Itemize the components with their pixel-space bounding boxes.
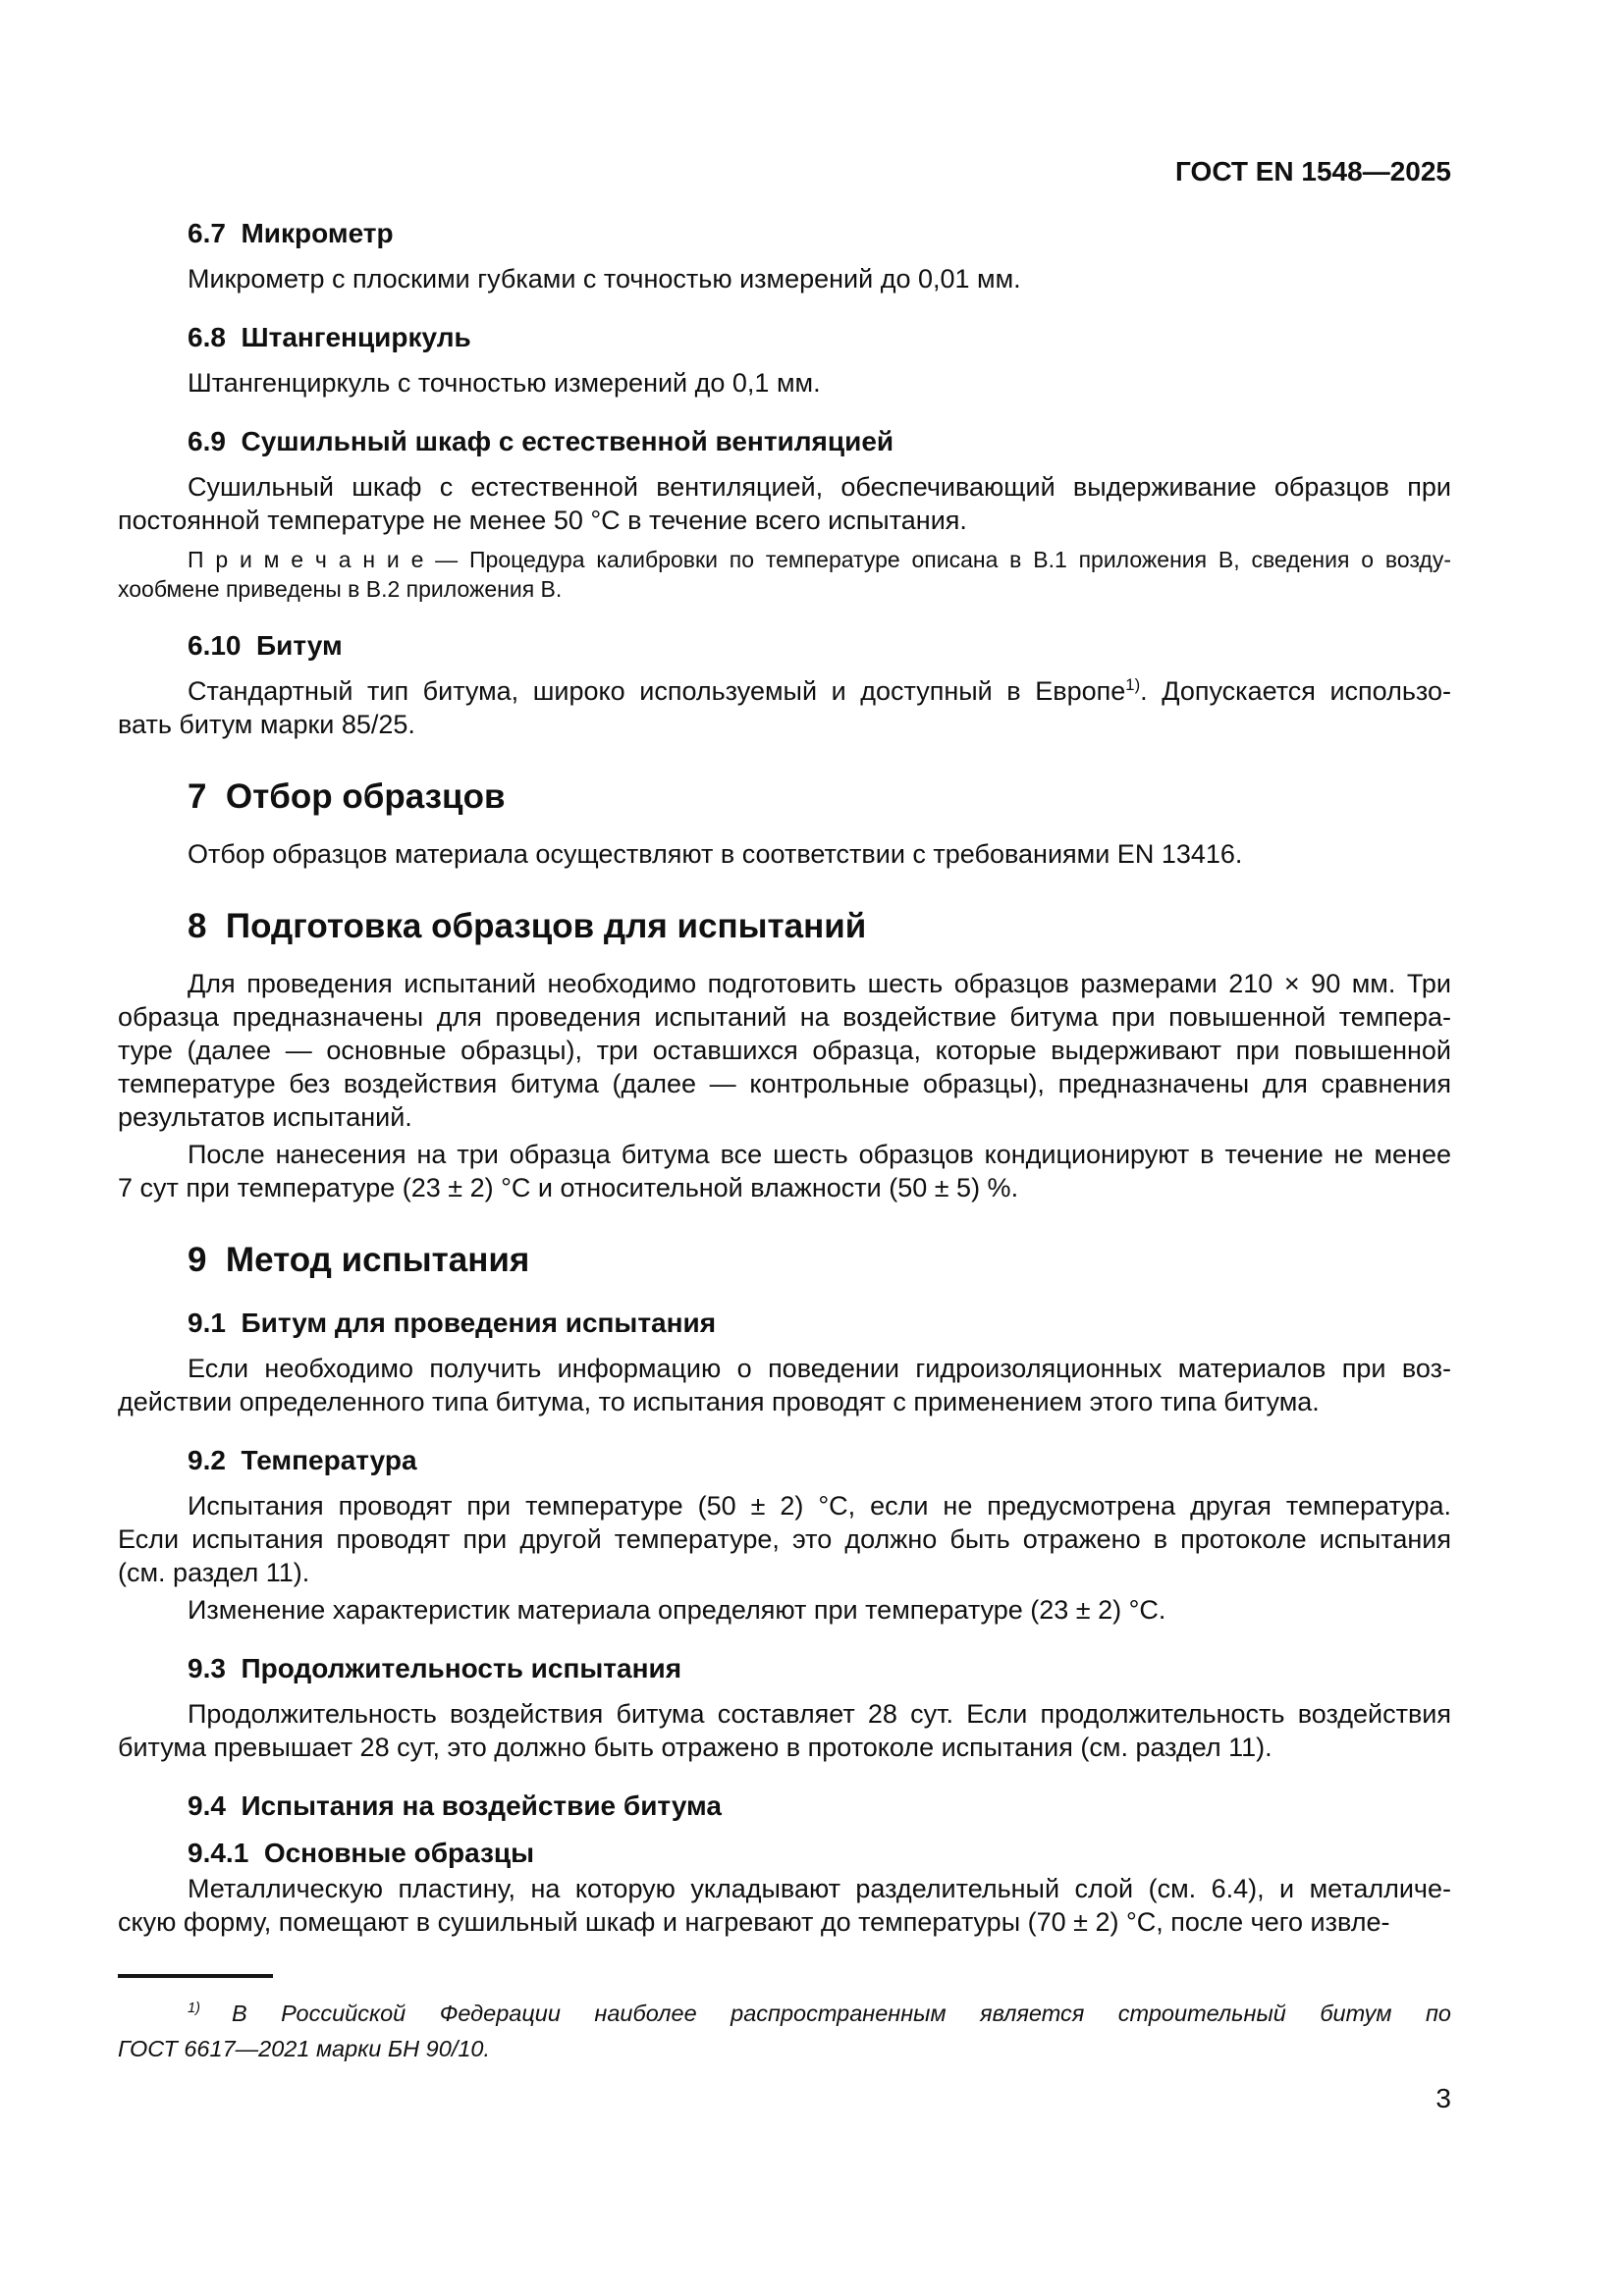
text-line: (см. раздел 11). (118, 1558, 310, 1587)
para-9-3 (118, 1697, 1451, 1764)
text-segment: В Российской Федерации наиболее распространенным является строительный битум по (231, 2001, 1452, 2026)
para-9-2-2 (118, 1593, 1451, 1627)
text-line: 7 сут при температуре (23 ± 2) °С и относительной влажности (50 ± 5) %. (118, 1173, 1019, 1202)
heading-8: 8 Подготовка образцов для испытаний (188, 907, 867, 945)
text-line: битума превышает 28 сут, это должно быть отражено в протоколе испытания (см. раздел 11). (118, 1733, 1272, 1762)
heading-9-2: 9.2 Температура (188, 1445, 417, 1475)
para-8-2 (118, 1138, 1451, 1204)
text-line: Сушильный шкаф с естественной вентиляцией, обеспечивающий выдерживание образцов при (188, 472, 1451, 502)
footnote-1 (118, 1996, 1451, 2066)
para-6-9 (118, 470, 1451, 537)
para-6-8 (118, 366, 1451, 400)
doc-code-header: ГОСТ EN 1548—2025 (1175, 156, 1451, 187)
text-line: хообмене приведены в В.2 приложения В. (118, 576, 563, 602)
text-line: результатов испытаний. (118, 1102, 412, 1132)
para-7 (118, 837, 1451, 871)
page-number: 3 (1435, 2083, 1451, 2113)
text-line: действии определенного типа битума, то испытания проводят с применением этого типа битума. (118, 1387, 1320, 1416)
para-6-7 (118, 262, 1451, 295)
text-line: ГОСТ 6617—2021 марки БН 90/10. (118, 2036, 491, 2061)
heading-6-8: 6.8 Штангенциркуль (188, 322, 471, 352)
text-line: Отбор образцов материала осуществляют в соответствии с требованиями EN 13416. (188, 839, 1243, 869)
text-line: образца предназначены для проведения испытаний на воздействие битума при повышенной темпера- (118, 1002, 1451, 1032)
text-line: Продолжительность воздействия битума составляет 28 сут. Если продолжительность воздействия (188, 1699, 1451, 1729)
text-line (118, 674, 1451, 708)
heading-9-4: 9.4 Испытания на воздействие битума (188, 1790, 722, 1821)
document-body (118, 217, 1451, 2066)
heading-9-4-1: 9.4.1 Основные образцы (188, 1838, 535, 1868)
text-line: После нанесения на три образца битума все шесть образцов кондиционируют в течение не менее (188, 1140, 1451, 1169)
text-line: Для проведения испытаний необходимо подготовить шесть образцов размерами 210 × 90 мм. Три (188, 969, 1451, 998)
text-line: П р и м е ч а н и е — Процедура калибровки по температуре описана в В.1 приложения В, сведения о возду- (188, 547, 1451, 572)
text-line: Если испытания проводят при другой температуре, это должно быть отражено в протоколе испытания (118, 1524, 1451, 1554)
para-9-2-1 (118, 1489, 1451, 1589)
text-line: Микрометр с плоскими губками с точностью измерений до 0,01 мм. (188, 264, 1021, 294)
text-line: Металлическую пластину, на которую укладывают разделительный слой (см. 6.4), и металличе- (188, 1874, 1451, 1903)
text-line: вать битум марки 85/25. (118, 710, 415, 739)
text-segment: Стандартный тип битума, широко используемый и доступный в Европе (188, 676, 1126, 706)
heading-6-10: 6.10 Битум (188, 630, 343, 661)
text-line: Штангенциркуль с точностью измерений до 0,1 мм. (188, 368, 821, 398)
text-segment: . Допускается использо- (1140, 676, 1451, 706)
text-line: туре (далее — основные образцы), три оставшихся образца, которые выдерживают при повышенной (118, 1036, 1451, 1065)
footnote-marker: 1) (188, 2001, 232, 2017)
text-line: постоянной температуре не менее 50 °С в течение всего испытания. (118, 506, 967, 535)
heading-9: 9 Метод испытания (188, 1241, 530, 1279)
para-6-10 (118, 674, 1451, 741)
heading-6-7: 6.7 Микрометр (188, 218, 394, 248)
para-9-1 (118, 1352, 1451, 1418)
para-9-4-1 (118, 1872, 1451, 1939)
text-line: Испытания проводят при температуре (50 ± 2) °С, если не предусмотрена другая температура. (188, 1491, 1451, 1521)
text-line: Изменение характеристик материала определяют при температуре (23 ± 2) °С. (188, 1595, 1166, 1625)
heading-9-3: 9.3 Продолжительность испытания (188, 1653, 682, 1683)
para-8-1 (118, 967, 1451, 1134)
text-line: температуре без воздействия битума (далее — контрольные образцы), предназначены для сравнения (118, 1069, 1451, 1098)
footnote-divider (118, 1974, 273, 1978)
text-line (118, 1996, 1451, 2031)
heading-6-9: 6.9 Сушильный шкаф с естественной вентиляцией (188, 426, 894, 456)
text-line: скую форму, помещают в сушильный шкаф и нагревают до температуры (70 ± 2) °С, после чего извле- (118, 1907, 1390, 1937)
heading-7: 7 Отбор образцов (188, 777, 506, 816)
footnote-marker: 1) (1125, 675, 1141, 694)
note-6-9 (118, 545, 1451, 604)
text-line: Если необходимо получить информацию о поведении гидроизоляционных материалов при воз- (188, 1354, 1451, 1383)
heading-9-1: 9.1 Битум для проведения испытания (188, 1308, 717, 1338)
